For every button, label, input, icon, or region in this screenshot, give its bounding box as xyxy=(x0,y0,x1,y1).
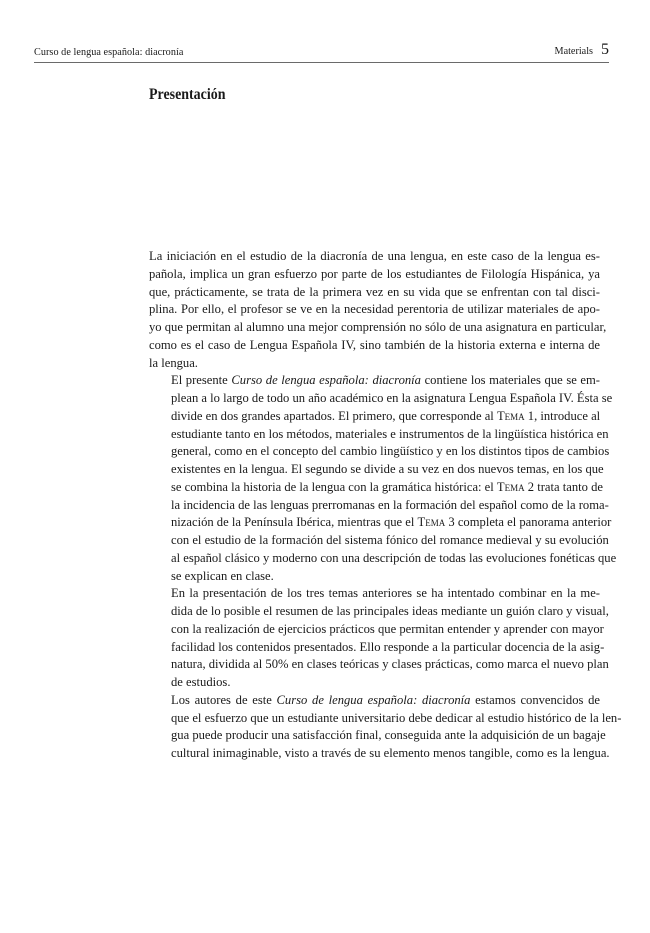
tema-smallcaps: Tema xyxy=(417,515,446,530)
text-segment: facilidad los contenidos presentados. Ello responde a la particular docencia de la asig- xyxy=(171,639,605,654)
text-line xyxy=(149,355,600,373)
text-segment: cultural inimaginable, visto a través de su elemento menos tangible, como es la lengua. xyxy=(171,746,610,760)
text-line xyxy=(149,603,609,621)
text-line xyxy=(149,248,600,266)
text-line xyxy=(149,443,610,461)
text-segment: 2 trata tanto de xyxy=(524,479,603,494)
book-title-italic: Curso de lengua española: diacronía xyxy=(276,692,471,707)
text-line xyxy=(149,514,612,532)
running-header xyxy=(34,42,609,63)
text-line xyxy=(149,656,609,674)
text-segment: plina. Por ello, el profesor se ve en la necesidad perentoria de utilizar materiales de apo- xyxy=(149,302,600,317)
tema-smallcaps: Tema xyxy=(496,479,525,494)
text-line xyxy=(149,674,600,692)
text-segment: pañola, implica un gran esfuerzo por parte de los estudiantes de Filología Hispánica, ya xyxy=(149,266,600,281)
text-line xyxy=(149,745,610,763)
text-segment: estudiante tanto en los métodos, materiales e instrumentos de la lingüística histórica en xyxy=(171,426,609,441)
text-segment: existentes en la lengua. El segundo se divide a su vez en dos nuevos temas, en los que xyxy=(171,462,604,476)
text-line xyxy=(149,408,600,426)
book-title-header: Curso de lengua española: diacronía xyxy=(34,47,184,58)
text-segment: con el estudio de la formación del sistema fónico del romance medieval y su evolución xyxy=(171,533,609,547)
section-title: Presentación xyxy=(149,86,226,103)
text-segment: dida de lo posible el resumen de las principales ideas mediante un guión claro y visual, xyxy=(171,604,609,618)
text-segment: plean a lo largo de todo un año académico en la asignatura Lengua Española IV. Ésta se xyxy=(171,391,613,405)
text-line xyxy=(149,390,613,408)
text-line xyxy=(149,266,600,284)
text-segment: Los autores de este xyxy=(171,692,277,707)
text-line xyxy=(149,479,603,497)
body-paragraph xyxy=(149,248,607,372)
text-segment: que, prácticamente, se trata de la primera vez en su vida que se enfrentan con tal disci- xyxy=(149,284,600,299)
text-segment: con la realización de ejercicios prácticos que permitan entender y aprender con mayor xyxy=(171,621,604,636)
text-line xyxy=(149,550,617,568)
text-segment: gua puede producir una satisfacción final, conseguida ante la adquisición de un bagaje xyxy=(171,728,606,743)
text-segment: En la presentación de los tres temas anteriores se ha intentado combinar en la me- xyxy=(171,586,600,601)
text-segment: contiene los materiales que se em- xyxy=(420,373,600,388)
text-line xyxy=(149,692,600,710)
body-paragraph xyxy=(149,372,617,585)
text-segment: La iniciación en el estudio de la diacronía de una lengua, en este caso de la lengua es- xyxy=(149,249,600,263)
text-segment: la incidencia de las lenguas prerromanas en la formación del español como de la roma- xyxy=(171,497,609,512)
page-number: 5 xyxy=(601,41,609,58)
body-paragraph xyxy=(149,692,622,763)
text-segment: de estudios. xyxy=(171,675,231,689)
text-segment: El presente xyxy=(171,373,232,388)
text-line xyxy=(149,710,622,728)
text-line xyxy=(149,585,600,603)
body-text xyxy=(149,248,622,763)
text-line xyxy=(149,727,606,745)
text-segment: como es el caso de Lengua Española IV, sino también de la historia externa e interna de xyxy=(149,337,600,352)
text-line xyxy=(149,426,609,444)
section-label-header: Materials xyxy=(554,46,593,57)
text-line xyxy=(149,319,607,337)
text-segment: 1, introduce al xyxy=(524,408,601,423)
text-line xyxy=(149,639,605,657)
text-line xyxy=(149,621,604,639)
text-line xyxy=(149,372,600,390)
text-line xyxy=(149,497,609,515)
text-line xyxy=(149,284,600,302)
book-title-italic: Curso de lengua española: diacronía xyxy=(231,373,421,388)
tema-smallcaps: Tema xyxy=(496,408,525,423)
text-segment: la lengua. xyxy=(149,355,198,370)
text-segment: natura, dividida al 50% en clases teóricas y clases prácticas, como marca el nuevo plan xyxy=(171,657,609,672)
text-line xyxy=(149,568,600,586)
text-segment: general, como en el concepto del cambio lingüístico y en los distintos tipos de cambios xyxy=(171,444,610,459)
text-line xyxy=(149,532,609,550)
text-segment: que el esfuerzo que un estudiante universitario debe dedicar al estudio histórico de la len- xyxy=(171,710,622,725)
text-line xyxy=(149,461,604,479)
text-segment: se combina la historia de la lengua con la gramática histórica: el xyxy=(171,479,497,494)
text-segment: nización de la Península Ibérica, mientras que el xyxy=(171,515,418,530)
text-line xyxy=(149,337,600,355)
body-paragraph xyxy=(149,585,609,692)
text-segment: divide en dos grandes apartados. El primero, que corresponde al xyxy=(171,408,497,423)
text-segment: se explican en clase. xyxy=(171,568,274,583)
text-segment: yo que permitan al alumno una mejor comprensión no sólo de una asignatura en particular, xyxy=(149,320,607,334)
text-segment: al español clásico y moderno con una descripción de todas las evoluciones fonéticas que xyxy=(171,550,617,565)
text-segment: estamos convencidos de xyxy=(470,692,600,707)
text-segment: 3 completa el panorama anterior xyxy=(445,515,612,530)
text-line xyxy=(149,301,600,319)
header-right-group xyxy=(555,41,609,59)
